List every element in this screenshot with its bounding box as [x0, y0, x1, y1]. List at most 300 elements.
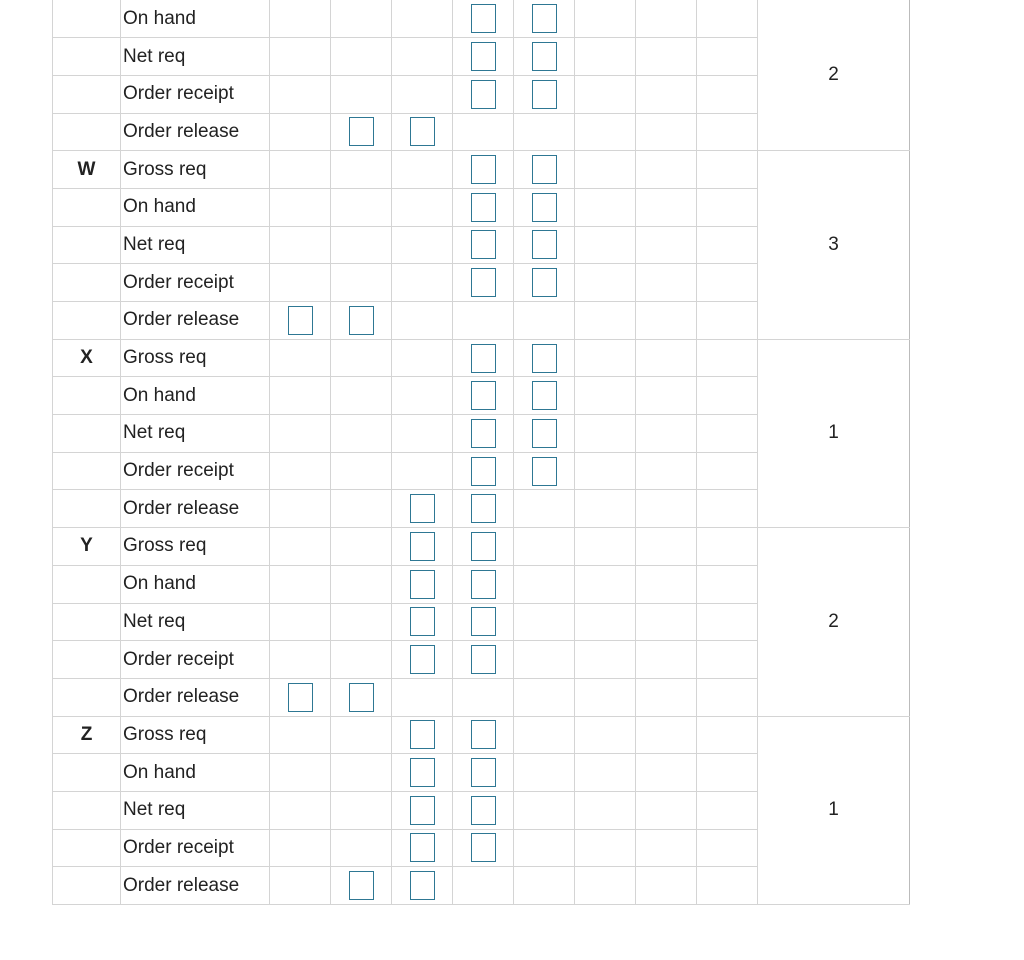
period-7-cell — [636, 151, 697, 189]
period-2-cell — [331, 678, 392, 716]
x-order-receipt-period-5-input[interactable] — [532, 457, 557, 486]
period-6-cell — [575, 603, 636, 641]
period-4-cell — [453, 490, 514, 528]
period-2-cell — [331, 716, 392, 754]
period-3-cell — [392, 603, 453, 641]
period-8-cell — [697, 452, 758, 490]
period-7-cell — [636, 377, 697, 415]
period-1-cell — [270, 75, 331, 113]
period-8-cell — [697, 754, 758, 792]
row-label-order-release: Order release — [121, 678, 270, 716]
period-8-cell — [697, 829, 758, 867]
row-label-on-hand: On hand — [121, 754, 270, 792]
period-4-cell — [453, 716, 514, 754]
w-net-req-period-4-input[interactable] — [471, 230, 496, 259]
period-2-cell — [331, 867, 392, 905]
period-5-cell — [514, 754, 575, 792]
item-label-y: Y — [53, 528, 121, 566]
period-5-cell — [514, 377, 575, 415]
period-5-cell — [514, 38, 575, 76]
period-4-cell — [453, 113, 514, 151]
period-8-cell — [697, 867, 758, 905]
period-4-cell — [453, 0, 514, 38]
item-on-hand-period-5-input[interactable] — [532, 4, 557, 33]
lead-time-value: 3 — [758, 151, 910, 339]
z-gross-req-period-3-input[interactable] — [410, 720, 435, 749]
period-1-cell — [270, 754, 331, 792]
row-label-gross-req: Gross req — [121, 151, 270, 189]
period-7-cell — [636, 188, 697, 226]
period-1-cell — [270, 302, 331, 340]
z-on-hand-period-3-input[interactable] — [410, 758, 435, 787]
period-2-cell — [331, 415, 392, 453]
period-2-cell — [331, 151, 392, 189]
period-6-cell — [575, 528, 636, 566]
period-4-cell — [453, 302, 514, 340]
period-6-cell — [575, 641, 636, 679]
mrp-table-body — [53, 0, 910, 905]
period-1-cell — [270, 113, 331, 151]
period-8-cell — [697, 490, 758, 528]
item-cell — [53, 38, 121, 76]
period-6-cell — [575, 829, 636, 867]
period-8-cell — [697, 528, 758, 566]
row-label-order-receipt: Order receipt — [121, 452, 270, 490]
period-1-cell — [270, 188, 331, 226]
y-order-receipt-period-3-input[interactable] — [410, 645, 435, 674]
period-8-cell — [697, 0, 758, 38]
period-1-cell — [270, 38, 331, 76]
period-2-cell — [331, 226, 392, 264]
row-label-gross-req: Gross req — [121, 339, 270, 377]
period-2-cell — [331, 641, 392, 679]
period-6-cell — [575, 565, 636, 603]
item-label-z: Z — [53, 716, 121, 754]
period-2-cell — [331, 113, 392, 151]
period-4-cell — [453, 75, 514, 113]
x-net-req-period-4-input[interactable] — [471, 419, 496, 448]
period-1-cell — [270, 641, 331, 679]
row-label-gross-req: Gross req — [121, 716, 270, 754]
w-order-release-period-1-input[interactable] — [288, 306, 313, 335]
period-7-cell — [636, 415, 697, 453]
period-2-cell — [331, 339, 392, 377]
table-row — [53, 339, 910, 377]
item-cell — [53, 226, 121, 264]
period-7-cell — [636, 829, 697, 867]
x-order-release-period-4-input[interactable] — [471, 494, 496, 523]
period-7-cell — [636, 791, 697, 829]
period-1-cell — [270, 151, 331, 189]
period-4-cell — [453, 377, 514, 415]
row-label-on-hand: On hand — [121, 565, 270, 603]
x-on-hand-period-5-input[interactable] — [532, 381, 557, 410]
period-8-cell — [697, 716, 758, 754]
period-3-cell — [392, 188, 453, 226]
lead-time-value: 1 — [758, 716, 910, 904]
period-6-cell — [575, 867, 636, 905]
period-7-cell — [636, 302, 697, 340]
period-2-cell — [331, 603, 392, 641]
period-8-cell — [697, 678, 758, 716]
period-3-cell — [392, 339, 453, 377]
period-6-cell — [575, 264, 636, 302]
w-gross-req-period-4-input[interactable] — [471, 155, 496, 184]
table-row — [53, 716, 910, 754]
period-1-cell — [270, 339, 331, 377]
period-6-cell — [575, 226, 636, 264]
x-order-receipt-period-4-input[interactable] — [471, 457, 496, 486]
w-on-hand-period-5-input[interactable] — [532, 193, 557, 222]
period-7-cell — [636, 603, 697, 641]
period-7-cell — [636, 0, 697, 38]
period-3-cell — [392, 754, 453, 792]
period-3-cell — [392, 0, 453, 38]
period-7-cell — [636, 716, 697, 754]
x-gross-req-period-4-input[interactable] — [471, 344, 496, 373]
row-label-net-req: Net req — [121, 791, 270, 829]
period-8-cell — [697, 339, 758, 377]
item-cell — [53, 490, 121, 528]
period-6-cell — [575, 38, 636, 76]
item-net-req-period-5-input[interactable] — [532, 42, 557, 71]
item-cell — [53, 867, 121, 905]
period-5-cell — [514, 829, 575, 867]
row-label-order-receipt: Order receipt — [121, 264, 270, 302]
y-net-req-period-3-input[interactable] — [410, 607, 435, 636]
period-7-cell — [636, 867, 697, 905]
period-4-cell — [453, 791, 514, 829]
y-gross-req-period-4-input[interactable] — [471, 532, 496, 561]
row-label-on-hand: On hand — [121, 0, 270, 38]
row-label-order-receipt: Order receipt — [121, 829, 270, 867]
period-8-cell — [697, 565, 758, 603]
period-6-cell — [575, 754, 636, 792]
period-3-cell — [392, 490, 453, 528]
row-label-gross-req: Gross req — [121, 528, 270, 566]
period-2-cell — [331, 829, 392, 867]
w-order-receipt-period-5-input[interactable] — [532, 268, 557, 297]
row-label-on-hand: On hand — [121, 188, 270, 226]
period-7-cell — [636, 490, 697, 528]
period-6-cell — [575, 490, 636, 528]
item-on-hand-period-4-input[interactable] — [471, 4, 496, 33]
item-cell — [53, 603, 121, 641]
period-1-cell — [270, 829, 331, 867]
period-6-cell — [575, 716, 636, 754]
period-5-cell — [514, 678, 575, 716]
period-5-cell — [514, 603, 575, 641]
period-2-cell — [331, 377, 392, 415]
period-5-cell — [514, 302, 575, 340]
period-2-cell — [331, 754, 392, 792]
period-2-cell — [331, 565, 392, 603]
table-row — [53, 151, 910, 189]
x-order-release-period-3-input[interactable] — [410, 494, 435, 523]
item-cell — [53, 565, 121, 603]
period-2-cell — [331, 791, 392, 829]
x-gross-req-period-5-input[interactable] — [532, 344, 557, 373]
period-4-cell — [453, 226, 514, 264]
period-5-cell — [514, 791, 575, 829]
period-5-cell — [514, 490, 575, 528]
z-order-release-period-2-input[interactable] — [349, 871, 374, 900]
period-5-cell — [514, 339, 575, 377]
lead-time-value: 1 — [758, 339, 910, 527]
period-1-cell — [270, 565, 331, 603]
period-4-cell — [453, 829, 514, 867]
w-order-release-period-2-input[interactable] — [349, 306, 374, 335]
period-5-cell — [514, 716, 575, 754]
period-7-cell — [636, 339, 697, 377]
period-6-cell — [575, 339, 636, 377]
period-1-cell — [270, 716, 331, 754]
w-order-receipt-period-4-input[interactable] — [471, 268, 496, 297]
period-3-cell — [392, 867, 453, 905]
y-gross-req-period-3-input[interactable] — [410, 532, 435, 561]
z-gross-req-period-4-input[interactable] — [471, 720, 496, 749]
period-1-cell — [270, 452, 331, 490]
period-4-cell — [453, 754, 514, 792]
period-8-cell — [697, 641, 758, 679]
period-4-cell — [453, 641, 514, 679]
mrp-table — [52, 0, 910, 905]
period-3-cell — [392, 226, 453, 264]
row-label-net-req: Net req — [121, 603, 270, 641]
period-8-cell — [697, 302, 758, 340]
item-order-release-period-3-input[interactable] — [410, 117, 435, 146]
period-4-cell — [453, 867, 514, 905]
row-label-order-release: Order release — [121, 490, 270, 528]
period-5-cell — [514, 226, 575, 264]
period-6-cell — [575, 678, 636, 716]
period-4-cell — [453, 264, 514, 302]
period-6-cell — [575, 151, 636, 189]
w-gross-req-period-5-input[interactable] — [532, 155, 557, 184]
period-6-cell — [575, 0, 636, 38]
period-3-cell — [392, 38, 453, 76]
row-label-order-release: Order release — [121, 302, 270, 340]
y-order-release-period-2-input[interactable] — [349, 683, 374, 712]
period-7-cell — [636, 754, 697, 792]
period-8-cell — [697, 188, 758, 226]
z-net-req-period-3-input[interactable] — [410, 796, 435, 825]
period-2-cell — [331, 264, 392, 302]
item-cell — [53, 678, 121, 716]
z-net-req-period-4-input[interactable] — [471, 796, 496, 825]
period-1-cell — [270, 528, 331, 566]
item-cell — [53, 452, 121, 490]
row-label-on-hand: On hand — [121, 377, 270, 415]
period-3-cell — [392, 452, 453, 490]
period-5-cell — [514, 75, 575, 113]
period-8-cell — [697, 415, 758, 453]
period-1-cell — [270, 264, 331, 302]
period-3-cell — [392, 377, 453, 415]
period-6-cell — [575, 75, 636, 113]
x-net-req-period-5-input[interactable] — [532, 419, 557, 448]
item-cell — [53, 791, 121, 829]
period-7-cell — [636, 678, 697, 716]
period-1-cell — [270, 226, 331, 264]
period-2-cell — [331, 188, 392, 226]
period-1-cell — [270, 678, 331, 716]
period-4-cell — [453, 565, 514, 603]
period-3-cell — [392, 151, 453, 189]
period-8-cell — [697, 113, 758, 151]
item-cell — [53, 641, 121, 679]
row-label-order-receipt: Order receipt — [121, 641, 270, 679]
period-4-cell — [453, 603, 514, 641]
period-4-cell — [453, 151, 514, 189]
row-label-order-receipt: Order receipt — [121, 75, 270, 113]
period-5-cell — [514, 113, 575, 151]
z-order-release-period-3-input[interactable] — [410, 871, 435, 900]
period-4-cell — [453, 339, 514, 377]
period-7-cell — [636, 452, 697, 490]
item-order-receipt-period-5-input[interactable] — [532, 80, 557, 109]
period-6-cell — [575, 791, 636, 829]
period-2-cell — [331, 38, 392, 76]
period-3-cell — [392, 716, 453, 754]
lead-time-value: 2 — [758, 528, 910, 716]
item-order-receipt-period-4-input[interactable] — [471, 80, 496, 109]
period-6-cell — [575, 377, 636, 415]
period-8-cell — [697, 377, 758, 415]
period-5-cell — [514, 0, 575, 38]
row-label-order-release: Order release — [121, 113, 270, 151]
period-8-cell — [697, 75, 758, 113]
period-5-cell — [514, 641, 575, 679]
y-on-hand-period-3-input[interactable] — [410, 570, 435, 599]
y-net-req-period-4-input[interactable] — [471, 607, 496, 636]
z-order-receipt-period-3-input[interactable] — [410, 833, 435, 862]
table-row — [53, 528, 910, 566]
item-cell — [53, 113, 121, 151]
period-4-cell — [453, 678, 514, 716]
period-3-cell — [392, 113, 453, 151]
item-label-w: W — [53, 151, 121, 189]
period-1-cell — [270, 415, 331, 453]
period-3-cell — [392, 565, 453, 603]
period-1-cell — [270, 603, 331, 641]
period-5-cell — [514, 867, 575, 905]
period-4-cell — [453, 38, 514, 76]
period-7-cell — [636, 528, 697, 566]
row-label-net-req: Net req — [121, 38, 270, 76]
period-5-cell — [514, 415, 575, 453]
w-on-hand-period-4-input[interactable] — [471, 193, 496, 222]
period-8-cell — [697, 38, 758, 76]
period-6-cell — [575, 188, 636, 226]
period-3-cell — [392, 829, 453, 867]
period-6-cell — [575, 113, 636, 151]
period-4-cell — [453, 188, 514, 226]
period-7-cell — [636, 641, 697, 679]
period-2-cell — [331, 490, 392, 528]
period-3-cell — [392, 791, 453, 829]
period-5-cell — [514, 264, 575, 302]
y-order-release-period-1-input[interactable] — [288, 683, 313, 712]
period-5-cell — [514, 188, 575, 226]
table-row — [53, 0, 910, 38]
item-label-x: X — [53, 339, 121, 377]
period-2-cell — [331, 452, 392, 490]
row-label-order-release: Order release — [121, 867, 270, 905]
period-5-cell — [514, 151, 575, 189]
item-cell — [53, 264, 121, 302]
period-7-cell — [636, 113, 697, 151]
period-7-cell — [636, 75, 697, 113]
z-on-hand-period-4-input[interactable] — [471, 758, 496, 787]
item-cell — [53, 415, 121, 453]
period-8-cell — [697, 603, 758, 641]
period-7-cell — [636, 226, 697, 264]
period-2-cell — [331, 75, 392, 113]
item-order-release-period-2-input[interactable] — [349, 117, 374, 146]
period-5-cell — [514, 528, 575, 566]
y-on-hand-period-4-input[interactable] — [471, 570, 496, 599]
w-net-req-period-5-input[interactable] — [532, 230, 557, 259]
period-6-cell — [575, 415, 636, 453]
lead-time-value: 2 — [758, 0, 910, 151]
period-8-cell — [697, 264, 758, 302]
period-8-cell — [697, 151, 758, 189]
item-cell — [53, 0, 121, 38]
period-7-cell — [636, 565, 697, 603]
row-label-net-req: Net req — [121, 415, 270, 453]
period-3-cell — [392, 641, 453, 679]
period-3-cell — [392, 678, 453, 716]
period-3-cell — [392, 415, 453, 453]
period-1-cell — [270, 867, 331, 905]
period-2-cell — [331, 0, 392, 38]
row-label-net-req: Net req — [121, 226, 270, 264]
period-1-cell — [270, 377, 331, 415]
period-5-cell — [514, 565, 575, 603]
period-3-cell — [392, 528, 453, 566]
period-6-cell — [575, 302, 636, 340]
period-8-cell — [697, 226, 758, 264]
period-3-cell — [392, 75, 453, 113]
period-1-cell — [270, 791, 331, 829]
period-4-cell — [453, 415, 514, 453]
period-3-cell — [392, 302, 453, 340]
period-5-cell — [514, 452, 575, 490]
item-net-req-period-4-input[interactable] — [471, 42, 496, 71]
z-order-receipt-period-4-input[interactable] — [471, 833, 496, 862]
item-cell — [53, 302, 121, 340]
period-1-cell — [270, 0, 331, 38]
period-6-cell — [575, 452, 636, 490]
x-on-hand-period-4-input[interactable] — [471, 381, 496, 410]
item-cell — [53, 75, 121, 113]
period-1-cell — [270, 490, 331, 528]
period-8-cell — [697, 791, 758, 829]
period-4-cell — [453, 528, 514, 566]
period-3-cell — [392, 264, 453, 302]
period-2-cell — [331, 302, 392, 340]
y-order-receipt-period-4-input[interactable] — [471, 645, 496, 674]
period-7-cell — [636, 264, 697, 302]
period-7-cell — [636, 38, 697, 76]
item-cell — [53, 377, 121, 415]
item-cell — [53, 188, 121, 226]
period-2-cell — [331, 528, 392, 566]
item-cell — [53, 829, 121, 867]
period-4-cell — [453, 452, 514, 490]
item-cell — [53, 754, 121, 792]
